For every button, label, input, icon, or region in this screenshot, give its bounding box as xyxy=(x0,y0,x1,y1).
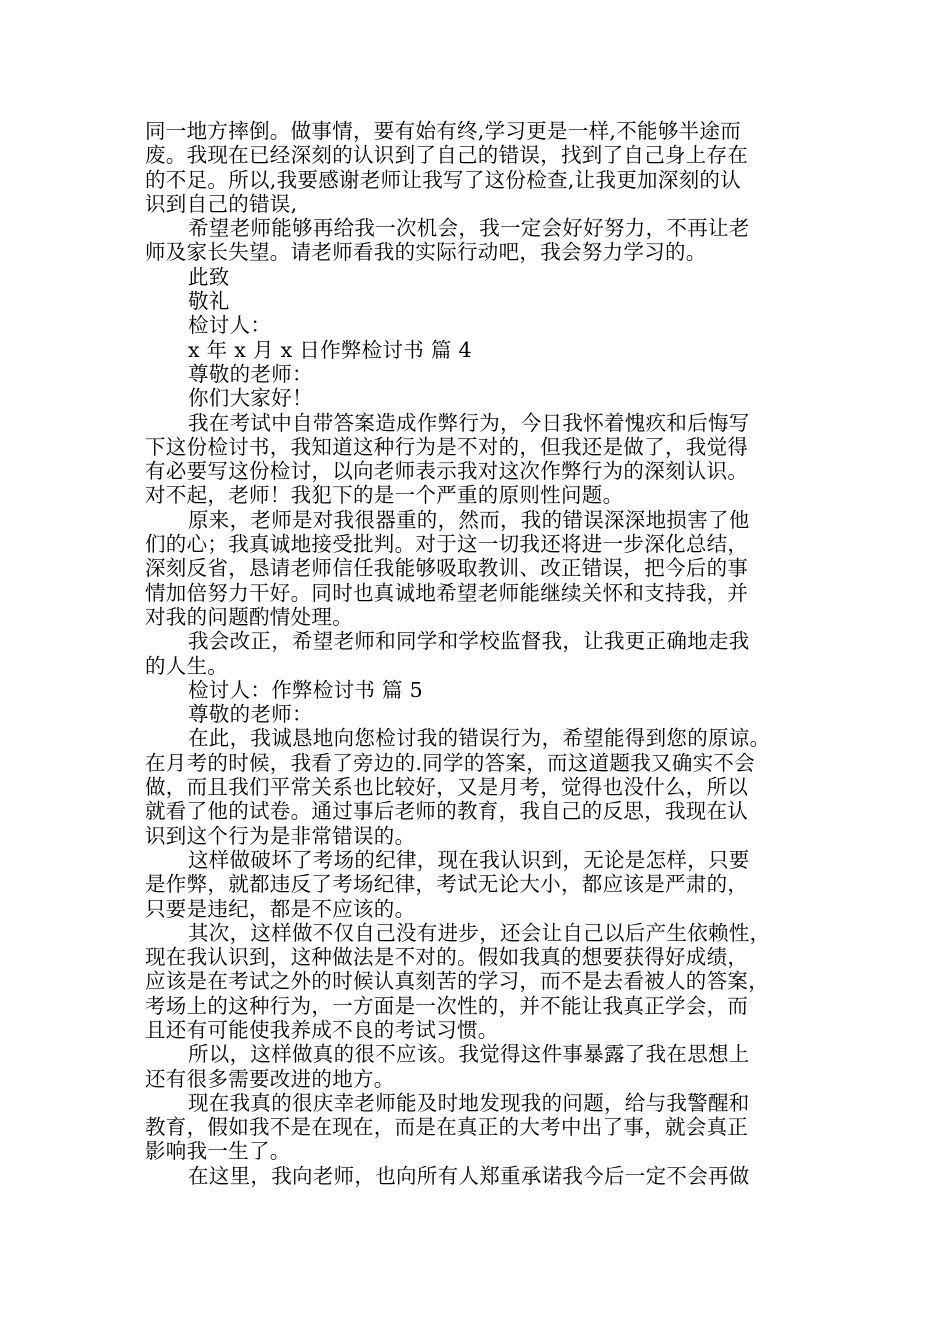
text-line: 是作弊，就都违反了考场纪律，考试无论大小，都应该是严肃的， xyxy=(145,872,749,897)
text-line: 识到自己的错误, xyxy=(145,191,298,216)
text-line: 还有很多需要改进的地方。 xyxy=(145,1066,395,1091)
text-line: 就看了他的试卷。通过事后老师的教育，我自己的反思，我现在认 xyxy=(145,799,749,824)
text-line: 我在考试中自带答案造成作弊行为，今日我怀着愧疚和后悔写 xyxy=(188,410,750,435)
text-line: 其次，这样做不仅自己没有进步，还会让自己以后产生依赖性， xyxy=(188,920,771,945)
text-line: 这样做破坏了考场的纪律，现在我认识到，无论是怎样，只要 xyxy=(188,847,750,872)
text-line: 所以，这样做真的很不应该。我觉得这件事暴露了我在思想上 xyxy=(188,1042,750,1067)
text-line: 现在我真的很庆幸老师能及时地发现我的问题，给与我警醒和 xyxy=(188,1090,750,1115)
text-line: 对不起，老师！我犯下的是一个严重的原则性问题。 xyxy=(145,483,624,508)
text-line: 检讨人： xyxy=(188,313,272,338)
text-line: 有必要写这份检讨，以向老师表示我对这次作弊行为的深刻认识。 xyxy=(145,459,749,484)
text-line: 下这份检讨书，我知道这种行为是不对的，但我还是做了，我觉得 xyxy=(145,434,749,459)
text-line: 尊敬的老师： xyxy=(188,361,313,386)
text-line: 敬礼 xyxy=(188,289,230,314)
text-line: 同一地方摔倒。做事情，要有始有终,学习更是一样,不能够半途而 xyxy=(145,119,742,143)
text-line: 现在我认识到，这种做法是不对的。假如我真的想要获得好成绩， xyxy=(145,945,749,970)
text-line: 的人生。 xyxy=(145,653,229,678)
text-line: 在月考的时候，我看了旁边的.同学的答案，而这道题我又确实不会 xyxy=(145,750,756,775)
text-line: 应该是在考试之外的时候认真刻苦的学习，而不是去看被人的答案， xyxy=(145,969,769,994)
text-line: 的不足。所以,我要感谢老师让我写了这份检查,让我更加深刻的认 xyxy=(145,167,742,192)
text-line: 影响我一生了。 xyxy=(145,1139,291,1164)
text-line: 师及家长失望。请老师看我的实际行动吧，我会努力学习的。 xyxy=(145,240,707,265)
text-line: 尊敬的老师： xyxy=(188,702,313,727)
text-line: 你们大家好！ xyxy=(188,386,313,411)
text-line: 情加倍努力干好。同时也真诚地希望老师能继续关怀和支持我，并 xyxy=(145,580,749,605)
text-line: 废。我现在已经深刻的认识到了自己的错误，找到了自己身上存在 xyxy=(145,143,749,168)
text-line: 我会改正，希望老师和同学和学校监督我，让我更正确地走我 xyxy=(188,629,750,654)
text-line: 做，而且我们平常关系也比较好，又是月考，觉得也没什么，所以 xyxy=(145,775,749,800)
text-line: 教育，假如我不是在现在，而是在真正的大考中出了事，就会真正 xyxy=(145,1115,749,1140)
text-line: 且还有可能使我养成不良的考试习惯。 xyxy=(145,1017,499,1042)
text-line: 深刻反省，恳请老师信任我能够吸取教训、改正错误，把今后的事 xyxy=(145,556,749,581)
text-line: 考场上的这种行为，一方面是一次性的，并不能让我真正学会，而 xyxy=(145,993,749,1018)
text-line: 对我的问题酌情处理。 xyxy=(145,604,353,629)
text-line: 只要是违纪，都是不应该的。 xyxy=(145,896,416,921)
text-line: 原来，老师是对我很器重的，然而，我的错误深深地损害了他 xyxy=(188,507,750,532)
text-line: x 年 x 月 x 日作弊检讨书 篇 4 xyxy=(188,337,472,362)
text-line: 识到这个行为是非常错误的。 xyxy=(145,823,416,848)
text-line: 希望老师能够再给我一次机会，我一定会好好努力，不再让老 xyxy=(188,216,750,241)
text-line: 在这里，我向老师，也向所有人郑重承诺我今后一定不会再做 xyxy=(188,1163,750,1188)
text-line: 此致 xyxy=(188,264,230,289)
text-line: 在此，我诚恳地向您检讨我的错误行为，希望能得到您的原谅。 xyxy=(188,726,771,751)
text-line: 检讨人：作弊检讨书 篇 5 xyxy=(188,677,423,702)
document-page xyxy=(145,119,810,1188)
text-line: 们的心；我真诚地接受批判。对于这一切我还将进一步深化总结， xyxy=(145,532,749,557)
